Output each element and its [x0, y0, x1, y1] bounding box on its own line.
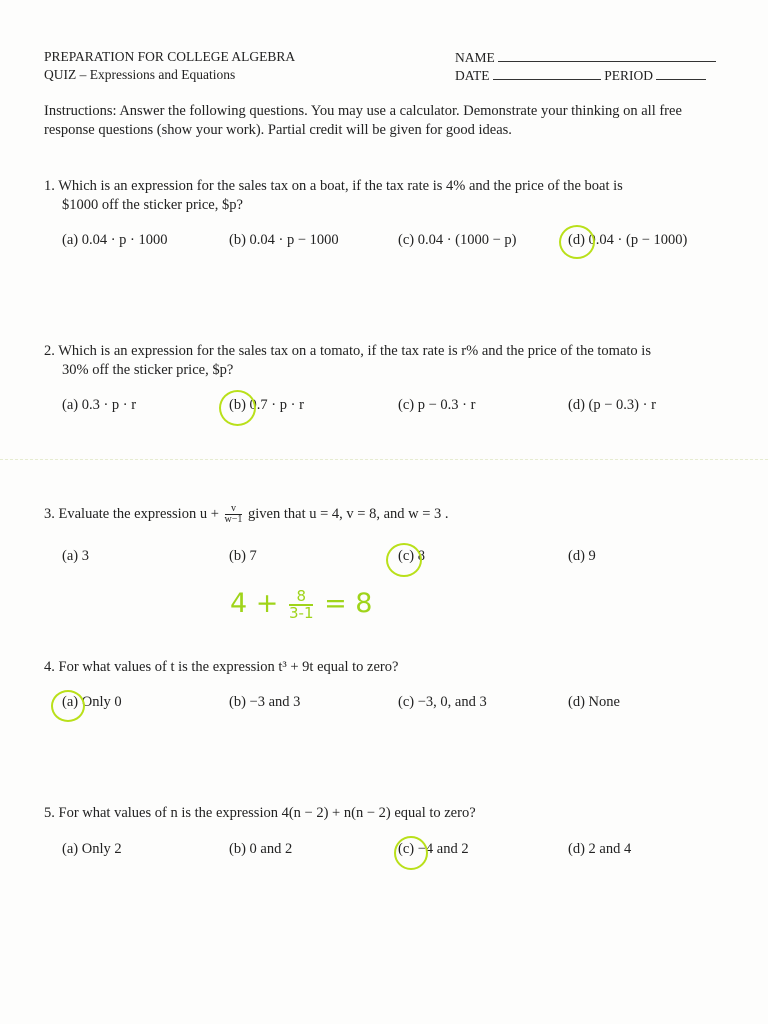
- hw-right: = 8: [324, 588, 373, 619]
- q2-option-a: (a) 0.3 · p · r: [62, 397, 137, 413]
- q1-option-b: (b) 0.04 · p − 1000: [229, 232, 339, 248]
- q1-option-c: (c) 0.04 · (1000 − p): [398, 232, 517, 248]
- fraction: [225, 504, 243, 525]
- question-number: 3.: [44, 505, 55, 522]
- question-1-line2: $1000 off the sticker price, $p?: [62, 197, 243, 213]
- q5-option-a: (a) Only 2: [62, 841, 122, 857]
- date-field: [455, 67, 706, 84]
- question-text: For what values of n is the expression 4(n − 2) + n(n − 2) equal to zero?: [58, 805, 476, 821]
- q1-option-d: (d) 0.04 · (p − 1000): [568, 232, 688, 248]
- question-text: For what values of t is the expression t³ + 9t equal to zero?: [58, 659, 399, 675]
- page-divider: [0, 459, 768, 460]
- fraction-denominator: w−1: [224, 514, 243, 525]
- question-text: Which is an expression for the sales tax on a tomato, if the tax rate is r% and the price of the tomato is: [58, 343, 651, 359]
- q5-answer-circle: [394, 836, 428, 870]
- q2-answer-circle: [219, 390, 256, 426]
- date-blank: [493, 67, 601, 80]
- q3-option-b: (b) 7: [229, 548, 257, 564]
- question-number: 5.: [44, 805, 55, 821]
- hw-fraction: [288, 586, 314, 622]
- question-number: 4.: [44, 659, 55, 675]
- date-label: DATE: [455, 68, 490, 83]
- name-label: NAME: [455, 50, 495, 65]
- q5-option-d: (d) 2 and 4: [568, 841, 632, 857]
- q1-option-a: (a) 0.04 · p · 1000: [62, 232, 168, 248]
- q4-option-a: (a) Only 0: [62, 694, 122, 710]
- question-2-line2: 30% off the sticker price, $p?: [62, 362, 234, 378]
- q5-option-b: (b) 0 and 2: [229, 841, 293, 857]
- q3-answer-circle: [386, 543, 422, 577]
- q2-option-c: (c) p − 0.3 · r: [398, 397, 476, 413]
- q3-option-d: (d) 9: [568, 548, 596, 564]
- q2-option-b: (b) 0.7 · p · r: [229, 397, 304, 413]
- q4-answer-circle: [51, 690, 85, 722]
- name-blank: [498, 49, 716, 62]
- q3-option-c: (c) 8: [398, 548, 425, 564]
- hw-left: 4 +: [230, 588, 279, 619]
- hw-numerator: 8: [289, 589, 314, 606]
- hw-denominator: 3-1: [288, 603, 314, 622]
- question-5: [44, 804, 476, 823]
- question-2: [44, 342, 651, 361]
- question-text: Which is an expression for the sales tax on a boat, if the tax rate is 4% and the price of the boat is: [58, 178, 623, 194]
- quiz-title: QUIZ – Expressions and Equations: [44, 67, 236, 82]
- question-1: [44, 177, 623, 196]
- q1-answer-circle: [559, 225, 595, 259]
- question-number: 1.: [44, 178, 55, 194]
- name-field: [455, 49, 716, 66]
- question-3: [44, 504, 449, 525]
- question-number: 2.: [44, 343, 55, 359]
- period-label: PERIOD: [604, 68, 654, 83]
- question-text: Evaluate the expression u +: [58, 505, 219, 522]
- handwritten-work: [230, 588, 372, 621]
- q5-option-c: (c) −4 and 2: [398, 841, 469, 857]
- fraction-numerator: v: [225, 504, 243, 515]
- question-text-cont: given that u = 4, v = 8, and w = 3 .: [248, 505, 449, 522]
- q4-option-d: (d) None: [568, 694, 620, 710]
- q4-option-b: (b) −3 and 3: [229, 694, 301, 710]
- period-blank: [656, 67, 706, 80]
- course-title: PREPARATION FOR COLLEGE ALGEBRA: [44, 49, 296, 64]
- instructions: Instructions: Answer the following questions. You may use a calculator. Demonstrate your thinking on all free response questions (show your work). Partial credit will be given for good ideas.: [44, 103, 682, 138]
- q4-option-c: (c) −3, 0, and 3: [398, 694, 487, 710]
- q2-option-d: (d) (p − 0.3) · r: [568, 397, 656, 413]
- question-4: [44, 658, 398, 677]
- q3-option-a: (a) 3: [62, 548, 89, 564]
